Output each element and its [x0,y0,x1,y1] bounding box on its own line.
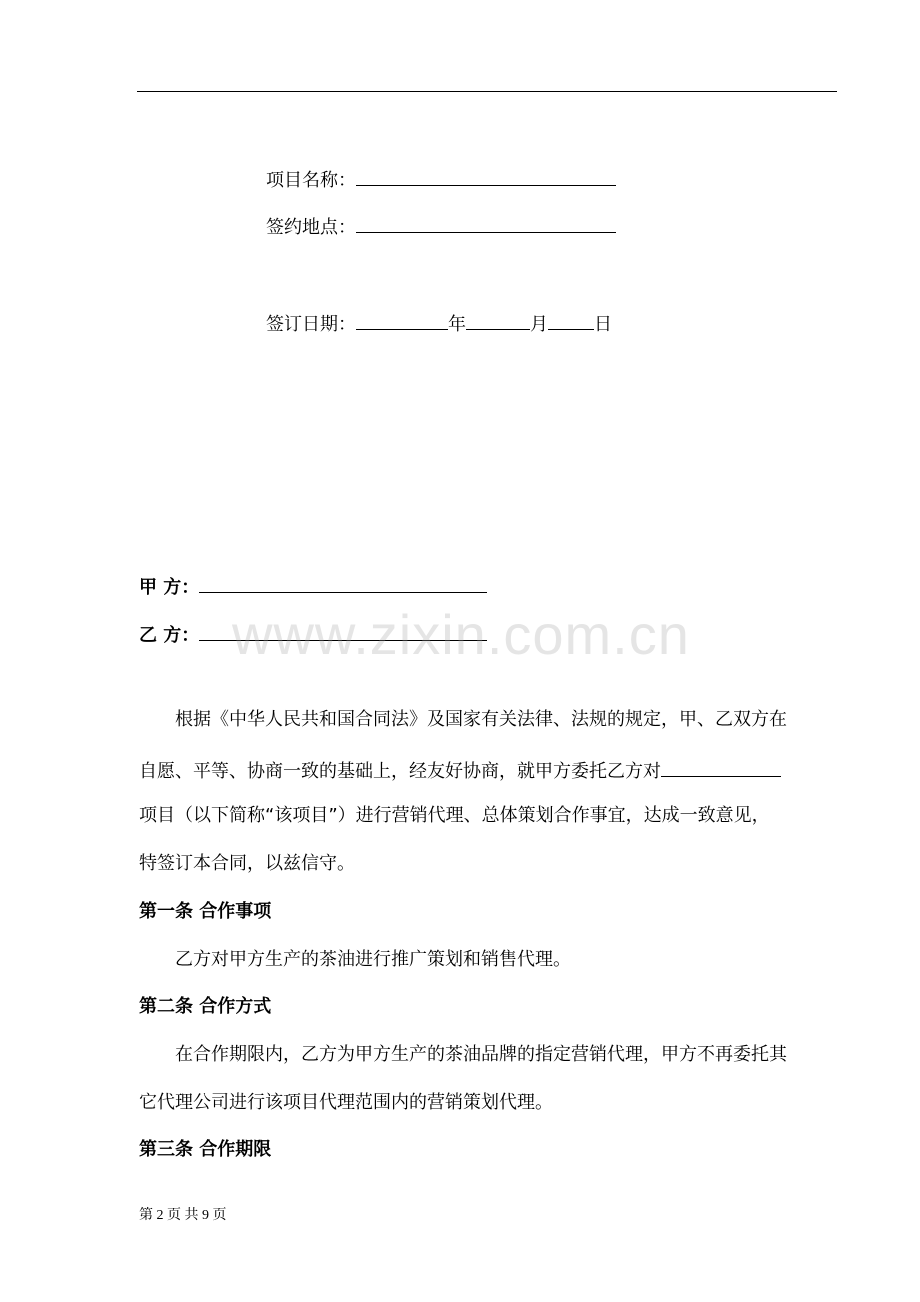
header-rule [137,91,837,92]
preamble-line-4: 特签订本合同，以兹信守。 [139,853,355,874]
party-a-field [139,572,487,600]
watermark: www.zixin.com.cn [232,603,690,666]
project-blank[interactable] [661,756,781,777]
party-a-blank[interactable] [199,572,487,593]
sign-place-label: 签约地点： [266,217,356,238]
project-name-label: 项目名称： [266,170,356,191]
project-name-blank[interactable] [356,165,616,186]
article-2-line-1: 在合作期限内，乙方为甲方生产的茶油品牌的指定营销代理，甲方不再委托其 [175,1044,787,1065]
year-label: 年 [448,314,466,335]
party-a-label: 甲 方： [139,577,200,598]
article-1-line-1: 乙方对甲方生产的茶油进行推广策划和销售代理。 [175,949,571,970]
article-2-title: 第二条 合作方式 [139,996,272,1017]
article-1-title: 第一条 合作事项 [139,901,272,922]
preamble-line-2 [139,756,835,780]
article-3-title: 第三条 合作期限 [139,1139,272,1160]
month-blank[interactable] [466,309,530,330]
preamble-line-1: 根据《中华人民共和国合同法》及国家有关法律、法规的规定，甲、乙双方在 [175,709,787,730]
article-2-line-2: 它代理公司进行该项目代理范围内的营销策划代理。 [139,1092,553,1113]
sign-date-field [266,309,612,337]
sign-place-field [266,212,616,240]
preamble-line-2-text: 自愿、平等、协商一致的基础上，经友好协商，就甲方委托乙方对 [139,761,661,782]
sign-place-blank[interactable] [356,212,616,233]
preamble-line-3: 项目（以下简称“该项目”）进行营销代理、总体策划合作事宜，达成一致意见， [139,805,770,826]
sign-date-label: 签订日期： [266,314,356,335]
day-label: 日 [594,314,612,335]
project-name-field [266,165,616,193]
month-label: 月 [530,314,548,335]
day-blank[interactable] [548,309,594,330]
year-blank[interactable] [356,309,448,330]
page-footer: 第 2 页 共 9 页 [139,1208,227,1223]
party-b-label: 乙 方： [139,625,200,646]
